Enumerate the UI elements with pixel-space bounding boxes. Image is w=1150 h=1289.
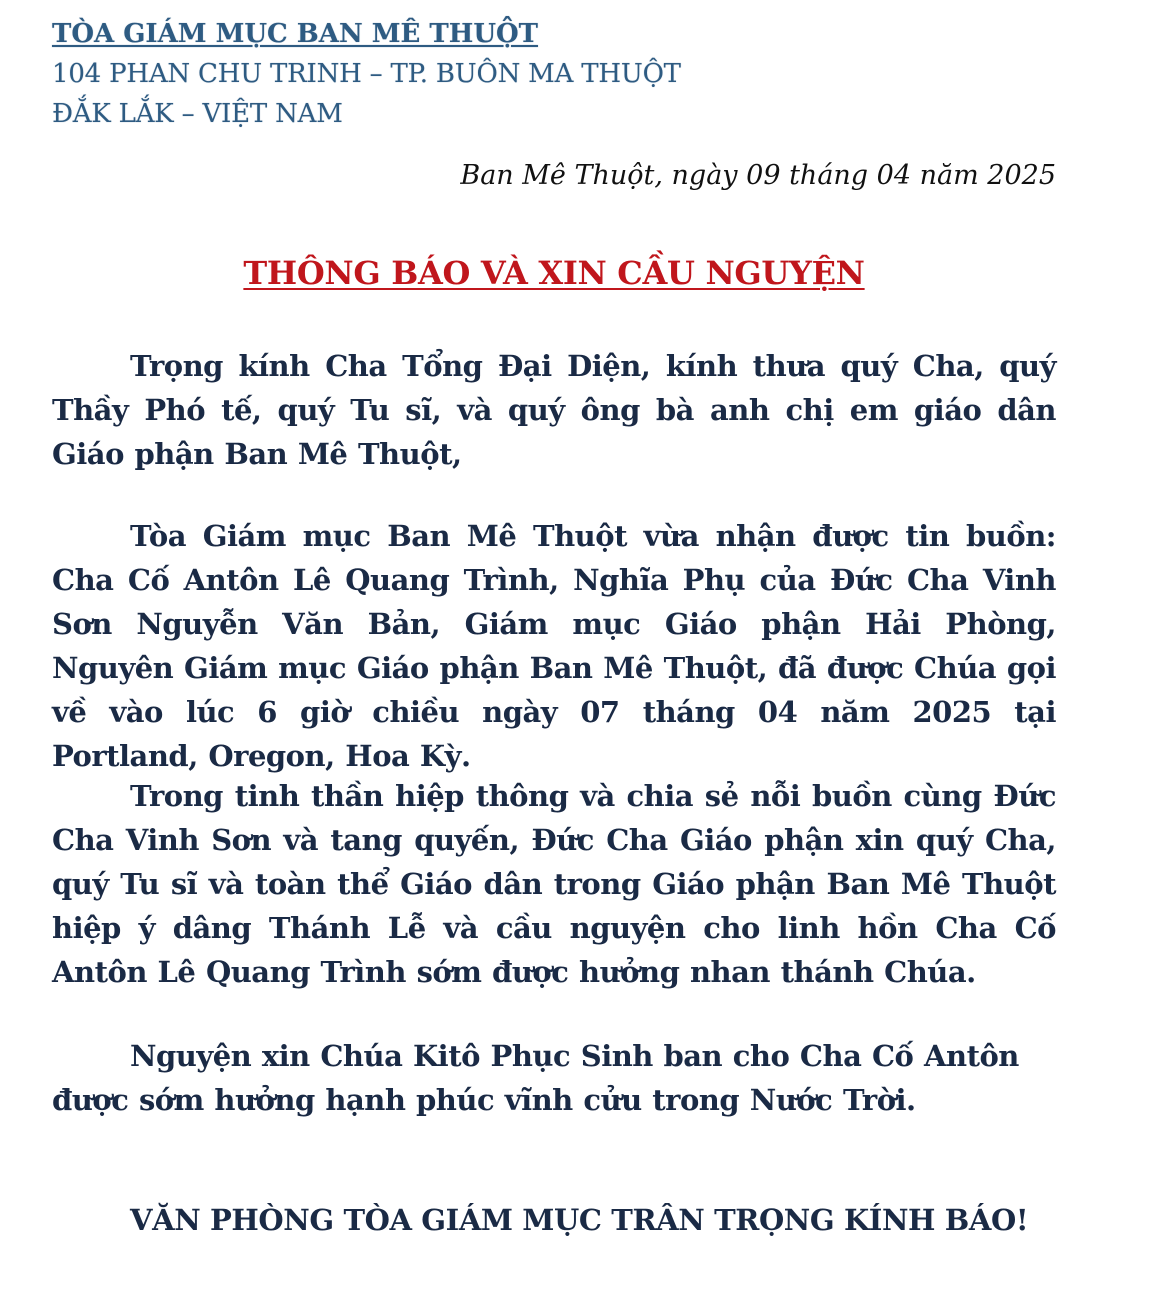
greeting-paragraph: Trọng kính Cha Tổng Đại Diện, kính thưa quý Cha, quý Thầy Phó tế, quý Tu sĩ, và quý ông bà anh chị em giáo dân Giáo phận Ban Mê Thuột, — [52, 349, 1056, 471]
prayer-paragraph: Nguyện xin Chúa Kitô Phục Sinh ban cho Cha Cố Antôn được sớm hưởng hạnh phúc vĩnh cửu trong Nước Trời. — [52, 1039, 1019, 1117]
closing-line: VĂN PHÒNG TÒA GIÁM MỤC TRÂN TRỌNG KÍNH BÁO! — [130, 1203, 1029, 1237]
letterhead-address: 104 PHAN CHU TRINH – TP. BUÔN MA THUỘT — [52, 59, 681, 89]
document-title — [52, 254, 1056, 292]
date-line: Ban Mê Thuột, ngày 09 tháng 04 năm 2025 — [460, 160, 1056, 191]
letterhead — [52, 14, 681, 134]
letterhead-org-name: TÒA GIÁM MỤC BAN MÊ THUỘT — [52, 19, 538, 49]
announcement-paragraph: Tòa Giám mục Ban Mê Thuột vừa nhận được tin buồn: Cha Cố Antôn Lê Quang Trình, Nghĩa Phụ của Đức Cha Vinh Sơn Nguyễn Văn Bản, Giám mục Giáo phận Hải Phòng, Nguyên Giám mục Giáo phận Ban Mê Thuột, đã được Chúa gọi về vào lúc 6 giờ chiều ngày 07 tháng 04 năm 2025 tại Portland, Oregon, Hoa Kỳ. — [52, 519, 1056, 773]
letterhead-region: ĐẮK LẮK – VIỆT NAM — [52, 99, 343, 129]
document-title-text: THÔNG BÁO VÀ XIN CẦU NGUYỆN — [243, 254, 865, 292]
request-paragraph: Trong tinh thần hiệp thông và chia sẻ nỗi buồn cùng Đức Cha Vinh Sơn và tang quyến, Đức Cha Giáo phận xin quý Cha, quý Tu sĩ và toàn thể Giáo dân trong Giáo phận Ban Mê Thuột hiệp ý dâng Thánh Lễ và cầu nguyện cho linh hồn Cha Cố Antôn Lê Quang Trình sớm được hưởng nhan thánh Chúa. — [52, 779, 1056, 989]
